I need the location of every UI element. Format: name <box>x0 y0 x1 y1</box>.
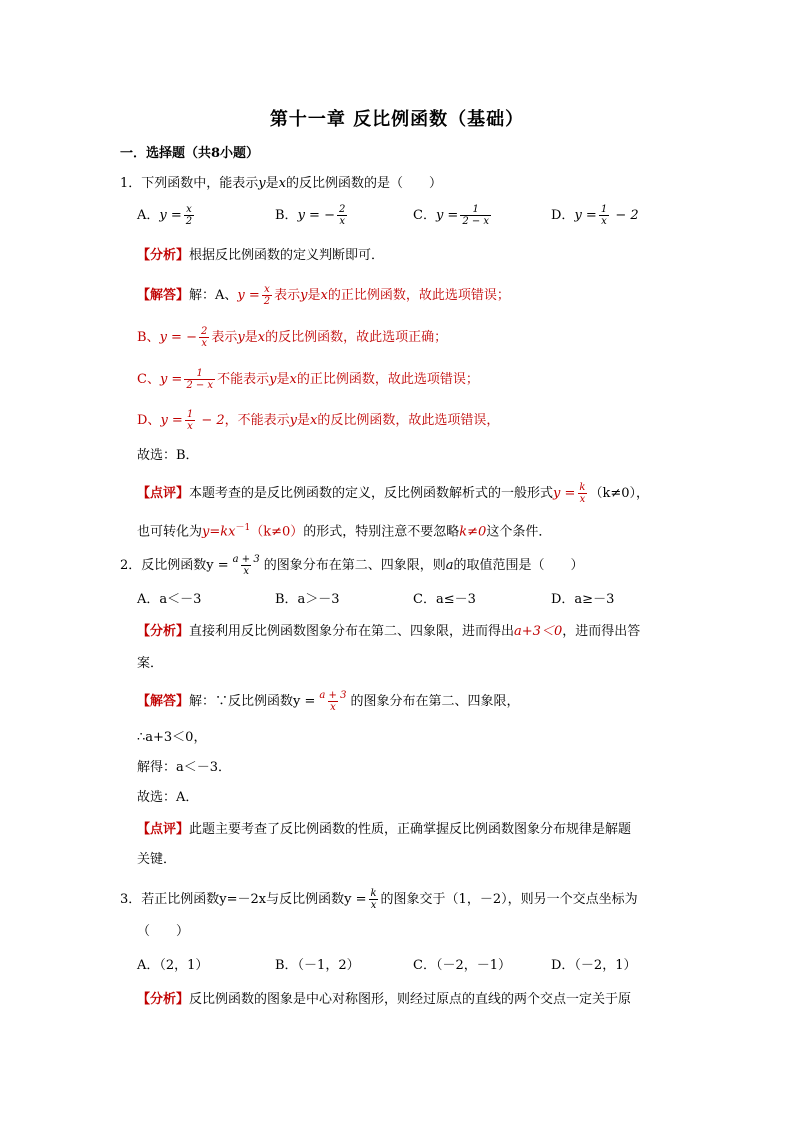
q3-analysis: 【分析】反比例函数的图象是中心对称图形，则经过原点的直线的两个交点一定关于原 <box>137 992 632 1007</box>
q2-choose: 故选：A． <box>137 790 199 805</box>
page-title: 第十一章 反比例函数（基础） <box>269 109 525 130</box>
fraction: $\frac{x}{2}$ <box>185 204 193 227</box>
q1-answer-d: D、y = $\frac{1}{x}$ − 2，不能表示y是x的反比例函数，故此选项错误， <box>137 409 500 432</box>
q1-answer-a: 【解答】解：A、y = $\frac{x}{2}$ 表示y是x的正比例函数，故此选项错误； <box>137 284 510 307</box>
question-1-stem: 1．下列函数中，能表示y是x的反比例函数的是（ ） <box>120 176 443 191</box>
q2-answer-solve: 解得：a＜－3． <box>137 760 232 775</box>
question-3-stem: 3．若正比例函数y=－2x与反比例函数y = $\frac{k}{x}$ 的图象交于（1，－2），则另一个交点坐标为 <box>120 888 638 911</box>
q1-answer-c: C、y = $\frac{1}{2 - x}$ 不能表示y是x的正比例函数，故此选项错误； <box>137 368 479 391</box>
question-2-options <box>137 590 689 610</box>
q2-comment: 【点评】此题主要考查了反比例函数的性质，正确掌握反比例函数图象分布规律是解题 <box>137 822 632 837</box>
question-3-options <box>137 956 689 976</box>
question-1-options <box>137 204 689 227</box>
option-a[interactable]: A．a＜－3 <box>137 592 202 607</box>
q1-analysis: 【分析】根据反比例函数的定义判断即可． <box>137 248 385 263</box>
q1-comment-cont: 也可转化为$y=kx^{-1}(k\ne 0)$的形式，特别注意不要忽略k≠0这个条件． <box>137 523 552 540</box>
option-d[interactable]: D．（－2，1） <box>551 958 637 973</box>
fraction: $\frac{1}{x}$ <box>186 409 194 432</box>
fraction: $\frac{a + 3}{x}$ <box>319 690 347 713</box>
q1-choose: 故选：B． <box>137 448 199 463</box>
fraction: $\frac{k}{x}$ <box>579 482 586 505</box>
option-b[interactable]: B．（－1，2） <box>275 958 360 973</box>
option-c[interactable]: C．a≤－3 <box>413 592 476 607</box>
option-b[interactable]: B．y = − $\frac{2}{x}$ <box>275 204 346 227</box>
section-heading: 一．选择题（共8小题） <box>120 146 260 161</box>
fraction: $\frac{x}{2}$ <box>263 284 271 307</box>
question-3-stem-cont: （ ） <box>137 924 190 939</box>
fraction: $\frac{1}{x}$ <box>600 204 608 227</box>
option-d[interactable]: D．a≥－3 <box>551 592 615 607</box>
q1-answer-b: B、y = − $\frac{2}{x}$ 表示y是x的反比例函数，故此选项正确； <box>137 326 448 349</box>
q2-analysis-cont: 案． <box>137 656 164 671</box>
option-c[interactable]: C．y = $\frac{1}{2 - x}$ <box>413 204 490 227</box>
question-2-stem: 2．反比例函数y = $\frac{a + 3}{x}$ 的图象分布在第二、四象限，则a的取值范围是（ ） <box>120 554 584 577</box>
option-b[interactable]: B．a＞－3 <box>275 592 340 607</box>
q2-answer: 【解答】解：∵反比例函数y = $\frac{a + 3}{x}$ 的图象分布在第二、四象限， <box>137 690 520 713</box>
option-c[interactable]: C．（－2，－1） <box>413 958 511 973</box>
q2-comment-cont: 关键． <box>137 852 177 867</box>
q2-analysis: 【分析】直接利用反比例函数图象分布在第二、四象限，进而得出a+3＜0，进而得出答 <box>137 624 641 639</box>
fraction: $\frac{2}{x}$ <box>200 326 208 349</box>
option-a[interactable]: A．y = $\frac{x}{2}$ <box>137 204 193 227</box>
option-a[interactable]: A．（2，1） <box>137 958 209 973</box>
fraction: $\frac{1}{2 - x}$ <box>186 368 214 391</box>
q1-comment: 【点评】本题考查的是反比例函数的定义，反比例函数解析式的一般形式y = $\frac{k}{x}$ （k≠0）， <box>137 482 650 505</box>
q2-answer-step: ∴a+3＜0， <box>137 730 207 745</box>
fraction: $\frac{2}{x}$ <box>338 204 346 227</box>
fraction: $\frac{1}{2 - x}$ <box>462 204 490 227</box>
option-d[interactable]: D．y = $\frac{1}{x}$ − 2 <box>551 204 639 227</box>
fraction: $\frac{k}{x}$ <box>370 888 377 911</box>
fraction: $\frac{a + 3}{x}$ <box>232 554 260 577</box>
